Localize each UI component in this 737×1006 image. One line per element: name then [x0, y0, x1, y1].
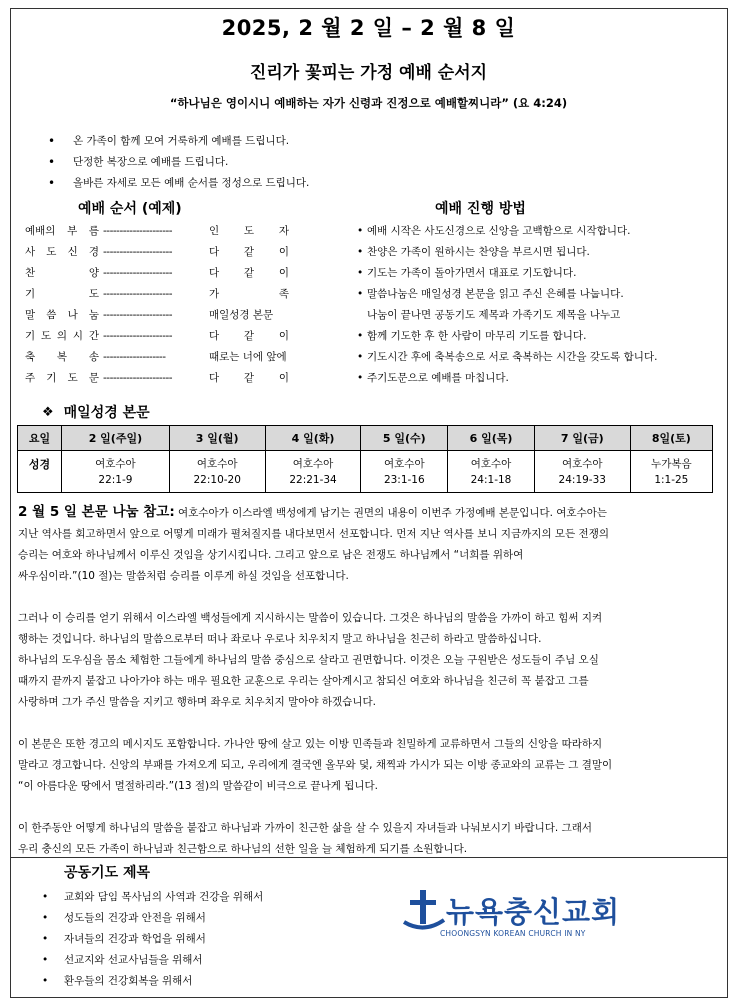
order-item-name	[25, 368, 103, 389]
bible-passage-cell	[62, 451, 170, 493]
order-dash-leader: ---------------------	[103, 225, 173, 237]
method-item: 나눔이 끝나면 공동기도 제목과 가족기도 제목을 나누고	[367, 309, 621, 321]
page-title: 2025, 2 월 2 일 – 2 월 8 일	[221, 16, 516, 40]
reflection-line: “이 아름다운 땅에서 멸절하리라.”(13 절)의 말씀같이 비극으로 끝나게 됩니다.	[18, 780, 378, 792]
order-item-leader	[209, 305, 289, 326]
order-name-char: 도	[67, 372, 78, 384]
bible-column-header: 4 일(화)	[265, 426, 361, 451]
reflection-paragraph-3	[18, 734, 720, 797]
bible-column-header: 2 일(주일)	[62, 426, 170, 451]
order-item-name	[25, 305, 103, 326]
bible-book: 여호수아	[196, 457, 238, 470]
method-item: • 찬양은 가족이 원하시는 찬양을 부르시면 됩니다.	[357, 242, 657, 263]
order-row	[25, 242, 289, 263]
order-item-leader	[209, 368, 289, 389]
reflection-line: 하나님의 도우심을 몸소 체험한 그들에게 하나님의 말씀 중심으로 살라고 권면합니다. 이것은 오늘 구원받은 성도들이 주님 오실	[18, 654, 599, 666]
method-item: • 기도는 가족이 돌아가면서 대표로 기도합니다.	[357, 263, 657, 284]
bible-passage-cell	[534, 451, 630, 493]
order-item-name	[25, 284, 103, 305]
order-name-char: 주	[25, 372, 36, 384]
order-row	[25, 326, 289, 347]
bible-row-label: 성경	[18, 451, 62, 493]
order-item-name	[25, 221, 103, 242]
order-name-char: 나	[67, 309, 78, 321]
order-name-char: 름	[88, 225, 99, 237]
diamond-bullet-icon: ❖	[42, 404, 54, 420]
bible-column-header: 8일(토)	[630, 426, 712, 451]
order-row	[25, 347, 289, 368]
bible-column-header: 6 일(목)	[448, 426, 535, 451]
bible-chapter: 24:19-33	[558, 473, 606, 486]
reflection-line: 행하는 것입니다. 하나님의 말씀으로부터 떠나 좌로나 우로나 치우치지 말고 하나님을 친근히 하라고 말씀하십니다.	[18, 633, 542, 645]
reflection-line: 그러나 이 승리를 얻기 위해서 이스라엘 백성들에게 지시하시는 말씀이 있습니다. 그것은 하나님의 말씀을 가까이 하고 힘써 지켜	[18, 612, 603, 624]
bible-passage-cell	[169, 451, 265, 493]
order-row	[25, 284, 289, 305]
order-name-char: 시	[72, 330, 84, 342]
order-row	[25, 221, 289, 242]
intro-item: • 단정한 복장으로 예배를 드립니다.	[44, 152, 309, 173]
bible-passage-cell	[448, 451, 535, 493]
order-name-char: 문	[88, 372, 99, 384]
reflection-line: 싸우심이라.”(10 절)는 말씀처럼 승리를 이루게 하실 것임을 선포합니다.	[18, 570, 349, 582]
reflection-paragraph-4	[18, 818, 720, 860]
order-name-char: 도	[40, 330, 52, 342]
order-name-char: 도	[46, 246, 57, 258]
reflection-line: 여호수아가 이스라엘 백성에게 남기는 권면의 내용이 이번주 가정예배 본문입니다. 여호수아는	[174, 507, 608, 519]
scripture-verse: “하나님은 영이시니 예배하는 자가 신령과 진정으로 예배할찌니라” (요 4:24)	[169, 96, 568, 110]
intro-item: • 올바른 자세로 모든 예배 순서를 정성으로 드립니다.	[44, 173, 309, 194]
worship-order-table	[25, 221, 289, 389]
bible-passage-row	[18, 451, 713, 493]
order-item-name	[25, 347, 103, 368]
page-subtitle: 진리가 꽃피는 가정 예배 순서지	[249, 63, 488, 83]
bible-column-header: 5 일(수)	[361, 426, 448, 451]
order-name-char: 기	[46, 372, 57, 384]
order-name-char: 씀	[46, 309, 57, 321]
order-item-name	[25, 242, 103, 263]
order-item-leader	[209, 326, 289, 347]
reflection-paragraph-2	[18, 608, 720, 713]
reflection-line: 우리 충신의 모든 가족이 하나님과 친근함으로 하나님의 선한 일을 늘 체험하게 되기를 소원합니다.	[18, 843, 468, 855]
order-row	[25, 368, 289, 389]
reflection-line: 지난 역사를 회고하면서 앞으로 어떻게 미래가 펼쳐질지를 내다보면서 선포합니다. 먼저 지난 역사를 보니 지금까지의 모든 전쟁의	[18, 528, 609, 540]
order-leader-char: 가	[209, 288, 220, 300]
reflection-line: 이 한주동안 어떻게 하나님의 말씀을 붙잡고 하나님과 가까이 친근한 삶을 살 수 있을지 자녀들과 나눠보시기 바랍니다. 그래서	[18, 822, 593, 834]
bible-reading-table	[17, 425, 713, 493]
order-dash-leader: ---------------------	[103, 309, 173, 321]
order-leader-char: 인	[209, 225, 220, 237]
intro-list	[44, 131, 309, 194]
reflection-line: 이 본문은 또한 경고의 메시지도 포함합니다. 가나안 땅에 살고 있는 이방 민족들과 친밀하게 교류하면서 그들의 신앙을 따라하지	[18, 738, 603, 750]
order-item-name	[25, 263, 103, 284]
intro-item: • 온 가족이 함께 모여 거룩하게 예배를 드립니다.	[44, 131, 309, 152]
method-item: • 예배 시작은 사도신경으로 신앙을 고백함으로 시작합니다.	[357, 221, 657, 242]
bible-chapter: 24:1-18	[470, 473, 512, 486]
order-item-name	[25, 326, 103, 347]
order-leader-char: 같	[243, 267, 255, 279]
order-item-leader	[209, 221, 289, 242]
order-leader-char: 매일성경 본문	[209, 309, 274, 321]
order-dash-leader: ---------------------	[103, 246, 173, 258]
bible-chapter: 23:1-16	[383, 473, 425, 486]
prayer-item: • 교회와 담임 목사님의 사역과 건강을 위해서	[42, 887, 263, 908]
bible-passage-cell	[361, 451, 448, 493]
order-row	[25, 263, 289, 284]
order-item-leader	[209, 263, 289, 284]
church-logo	[400, 888, 630, 943]
order-dash-leader: ---------------------	[103, 372, 173, 384]
order-leader-char: 이	[278, 267, 289, 279]
method-item: • 함께 기도한 후 한 사람이 마무리 기도를 합니다.	[357, 326, 657, 347]
bible-reading-heading	[42, 402, 150, 422]
order-leader-char: 같	[243, 372, 255, 384]
bible-passage-cell	[630, 451, 712, 493]
order-name-char: 기	[25, 330, 36, 342]
prayer-item: • 성도들의 건강과 안전을 위해서	[42, 908, 263, 929]
order-name-char: 예배의	[25, 225, 56, 237]
reflection-paragraph-1	[18, 502, 720, 587]
order-item-leader	[209, 242, 289, 263]
bible-column-header: 3 일(월)	[169, 426, 265, 451]
order-item-leader	[209, 347, 289, 368]
order-leader-char: 때로는 너에 앞에	[209, 351, 287, 363]
order-name-char: 양	[88, 267, 99, 279]
bible-book: 여호수아	[384, 457, 425, 470]
order-leader-char: 다	[209, 330, 220, 342]
order-name-char: 신	[67, 246, 78, 258]
prayer-item: • 환우들의 건강회복을 위해서	[42, 971, 263, 992]
order-row	[25, 305, 289, 326]
section-divider	[10, 857, 728, 858]
bible-column-header: 7 일(금)	[534, 426, 630, 451]
method-item: • 주기도문으로 예배를 마칩니다.	[357, 368, 657, 389]
prayer-list	[42, 887, 263, 992]
bible-book: 여호수아	[95, 457, 136, 470]
order-dash-leader: ---------------------	[103, 267, 173, 279]
order-leader-char: 다	[209, 246, 220, 258]
prayer-heading: 공동기도 제목	[64, 865, 151, 881]
order-name-char: 간	[88, 330, 99, 342]
reflection-line: 사랑하며 그가 주신 말씀을 지키고 행하며 좌우로 치우치지 말아야 하겠습니다.	[18, 696, 376, 708]
worship-method-list	[357, 221, 657, 389]
order-name-char: 송	[88, 351, 99, 363]
order-leader-char: 같	[243, 246, 255, 258]
bible-column-header: 요일	[18, 426, 62, 451]
order-leader-char: 도	[243, 225, 255, 237]
bible-heading-text: 매일성경 본문	[63, 405, 150, 421]
order-leader-char: 같	[243, 330, 255, 342]
reflection-line: 말라고 경고합니다. 신앙의 부패를 가져오게 되고, 우리에게 결국엔 올무와 덫, 채찍과 가시가 되는 이방 종교와의 교류는 그 결말이	[18, 759, 613, 771]
order-dash-leader: -------------------	[103, 351, 166, 363]
bible-chapter: 22:21-34	[289, 473, 337, 486]
order-name-char: 부	[67, 225, 78, 237]
order-name-char: 경	[88, 246, 99, 258]
prayer-item: • 선교지와 선교사님들을 위해서	[42, 950, 263, 971]
order-name-char: 눔	[88, 309, 99, 321]
reflection-title: 2 월 5 일 본문 나눔 참고:	[18, 504, 175, 520]
method-heading: 예배 진행 방법	[435, 201, 526, 217]
reflection-line: 승리는 여호와 하나님께서 이루신 것임을 상기시킵니다. 그리고 앞으로 남은 전쟁도 하나님께서 “너희를 위하여	[18, 549, 524, 561]
order-name-char: 기	[25, 288, 36, 300]
order-leader-char: 이	[278, 246, 289, 258]
order-leader-char: 다	[209, 267, 220, 279]
order-dash-leader: ---------------------	[103, 330, 173, 342]
order-leader-char: 다	[209, 372, 220, 384]
order-name-char: 찬	[25, 267, 36, 279]
order-leader-char: 이	[278, 330, 289, 342]
church-name: 뉴욕충신교회	[446, 895, 621, 929]
bible-passage-cell	[265, 451, 361, 493]
bible-header-row	[18, 426, 713, 451]
bible-book: 여호수아	[470, 457, 512, 470]
order-name-char: 의	[56, 330, 68, 342]
order-item-leader	[209, 284, 289, 305]
method-item: • 기도시간 후에 축복송으로 서로 축복하는 시간을 갖도록 합니다.	[357, 347, 657, 368]
order-leader-char: 자	[278, 225, 289, 237]
order-leader-char: 이	[278, 372, 289, 384]
bible-chapter: 1:1-25	[654, 473, 689, 486]
order-name-char: 사	[25, 246, 36, 258]
bible-book: 누가복음	[651, 457, 692, 470]
bible-book: 여호수아	[561, 457, 603, 470]
reflection-text	[18, 502, 720, 860]
order-name-char: 도	[88, 288, 99, 300]
order-dash-leader: ---------------------	[103, 288, 173, 300]
reflection-line: 때까지 끝까지 붙잡고 나아가야 하는 매우 필요한 교훈으로 우리는 살아계시고 참되신 여호와 하나님을 친근히 꼭 붙잡고 그를	[18, 675, 589, 687]
order-leader-char: 족	[278, 288, 289, 300]
bible-chapter: 22:10-20	[193, 473, 241, 486]
order-name-char: 복	[56, 351, 68, 363]
bible-chapter: 22:1-9	[98, 473, 133, 486]
order-name-char: 말	[25, 309, 36, 321]
bible-book: 여호수아	[292, 457, 334, 470]
method-item: • 말씀나눔은 매일성경 본문을 읽고 주신 은혜를 나눕니다.	[357, 284, 657, 305]
order-heading: 예배 순서 (예제)	[78, 201, 182, 217]
prayer-item: • 자녀들의 건강과 학업을 위해서	[42, 929, 263, 950]
church-english-name: CHOONGSYN KOREAN CHURCH IN NY	[440, 929, 586, 938]
order-name-char: 축	[25, 351, 36, 363]
